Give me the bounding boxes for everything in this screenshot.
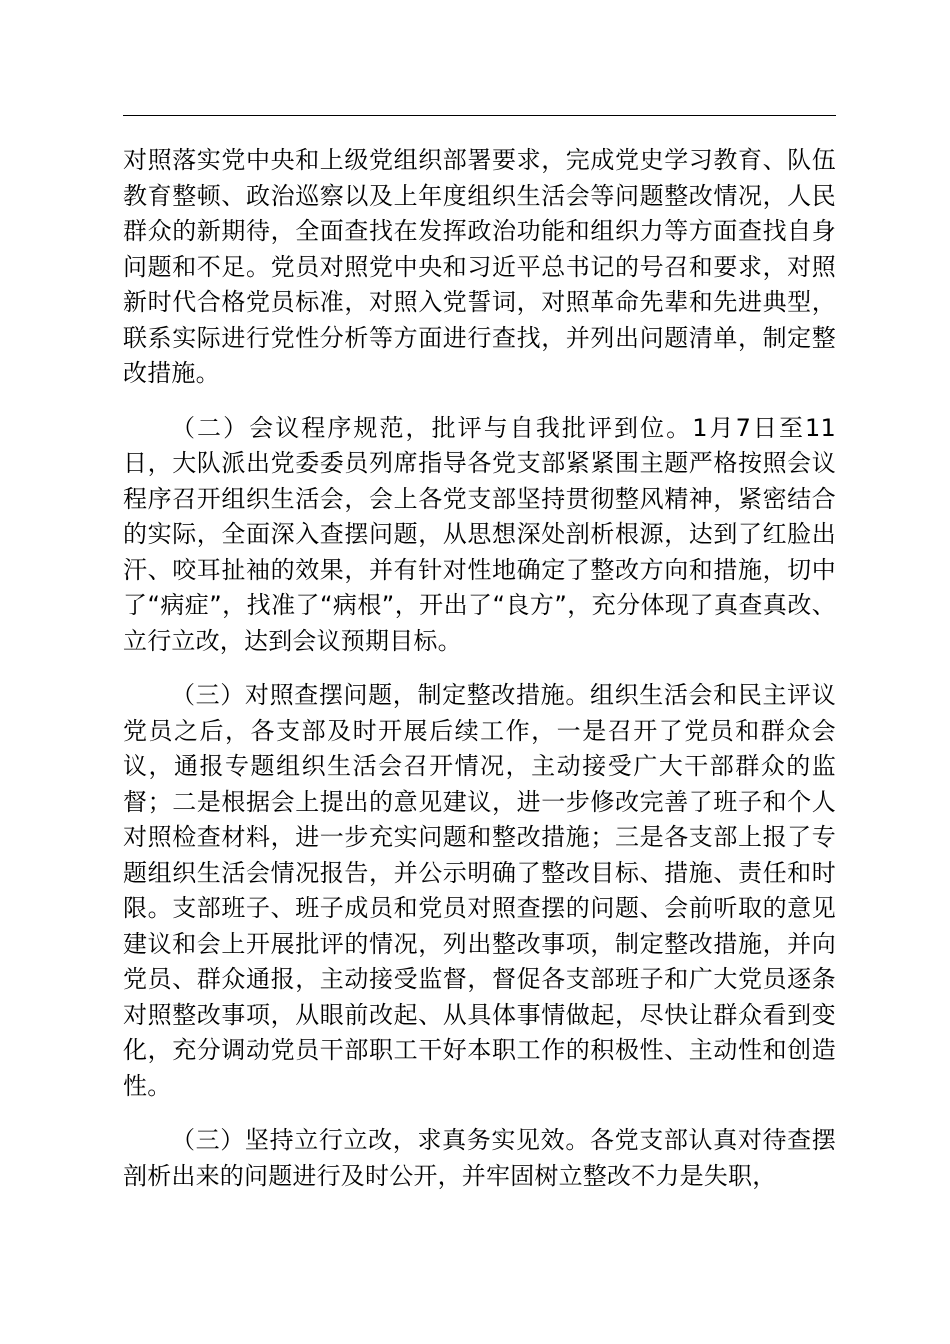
- paragraph-rectification-measures: （三）对照查摆问题，制定整改措施。组织生活会和民主评议党员之后，各支部及时开展后续工作，一是召开了党员和群众会议，通报专题组织生活会召开情况，主动接受广大干部群众的监督；二是根据会上提出的意见建议，进一步修改完善了班子和个人对照检查材料，进一步充实问题和整改措施；三是各支部上报了专题组织生活会情况报告，并公示明确了整改目标、措施、责任和时限。支部班子、班子成员和党员对照查摆的问题、会前听取的意见建议和会上开展批评的情况，列出整改事项，制定整改措施，并向党员、群众通报，主动接受监督，督促各支部班子和广大党员逐条对照整改事项，从眼前改起、从具体事情做起，尽快让群众看到变化，充分调动党员干部职工干好本职工作的积极性、主动性和创造性。: [123, 681, 836, 1100]
- header-rule: [123, 115, 836, 116]
- document-body: [123, 143, 836, 1194]
- paragraph-meeting-procedure: （二）会议程序规范，批评与自我批评到位。1月7日至11日，大队派出党委委员列席指导各党支部紧紧围主题严格按照会议程序召开组织生活会，会上各党支部坚持贯彻整风精神，紧密结合的实际，全面深入查摆问题，从思想深处剖析根源，达到了红脸出汗、咬耳扯袖的效果，并有针对性地确定了整改方向和措施，切中了“病症”，找准了“病根”，开出了“良方”，充分体现了真查真改、立行立改，达到会议预期目标。: [123, 413, 836, 655]
- paragraph-immediate-action: （三）坚持立行立改，求真务实见效。各党支部认真对待查摆剖析出来的问题进行及时公开，并牢固树立整改不力是失职，: [123, 1126, 836, 1190]
- paragraph-continuation: 对照落实党中央和上级党组织部署要求，完成党史学习教育、队伍教育整顿、政治巡察以及上年度组织生活会等问题整改情况，人民群众的新期待，全面查找在发挥政治功能和组织力等方面查找自身问题和不足。党员对照党中央和习近平总书记的号召和要求，对照新时代合格党员标准，对照入党誓词，对照革命先辈和先进典型，联系实际进行党性分析等方面进行查找，并列出问题清单，制定整改措施。: [123, 146, 836, 387]
